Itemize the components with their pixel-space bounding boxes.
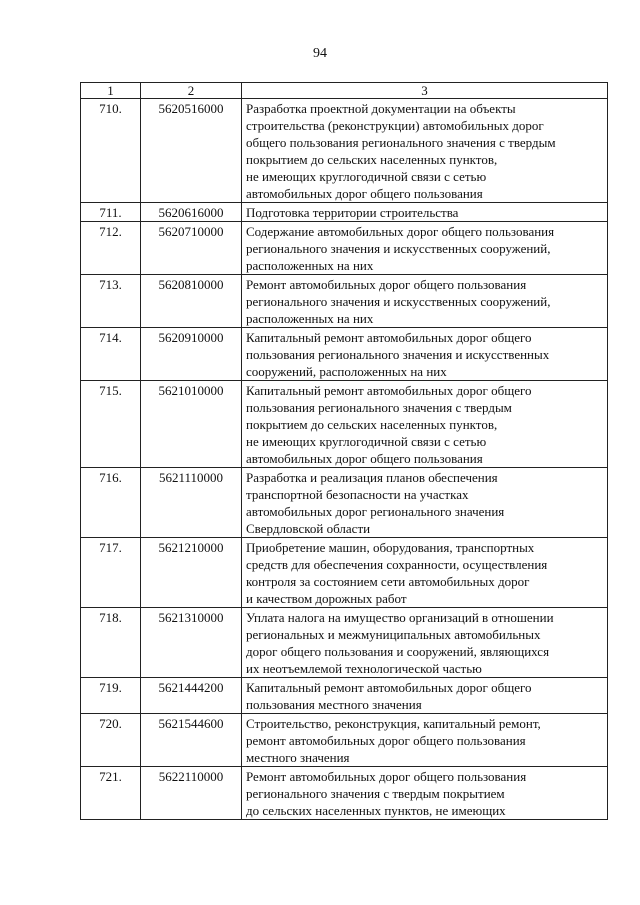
row-code: 5621310000 bbox=[141, 608, 242, 678]
row-number: 717. bbox=[81, 538, 141, 608]
header-col-1: 1 bbox=[81, 83, 141, 99]
row-description: Приобретение машин, оборудования, транспортных средств для обеспечения сохранности, осуществления контроля за состоянием сети автомобильных дорог и качеством дорожных работ bbox=[242, 538, 608, 608]
row-code: 5620710000 bbox=[141, 222, 242, 275]
table-row bbox=[81, 222, 608, 275]
row-description: Капитальный ремонт автомобильных дорог общего пользования регионального значения с твердым покрытием до сельских населенных пунктов, не имеющих круглогодичной связи с сетью автомобильных дорог общего пользования bbox=[242, 381, 608, 468]
row-description: Капитальный ремонт автомобильных дорог общего пользования регионального значения и искусственных сооружений, расположенных на них bbox=[242, 328, 608, 381]
table-row bbox=[81, 381, 608, 468]
row-number: 716. bbox=[81, 468, 141, 538]
row-description: Содержание автомобильных дорог общего пользования регионального значения и искусственных сооружений, расположенных на них bbox=[242, 222, 608, 275]
row-code: 5621444200 bbox=[141, 678, 242, 714]
row-number: 720. bbox=[81, 714, 141, 767]
row-description: Разработка и реализация планов обеспечения транспортной безопасности на участках автомобильных дорог регионального значения Свердловской области bbox=[242, 468, 608, 538]
row-description: Капитальный ремонт автомобильных дорог общего пользования местного значения bbox=[242, 678, 608, 714]
row-code: 5621544600 bbox=[141, 714, 242, 767]
row-code: 5620810000 bbox=[141, 275, 242, 328]
row-number: 715. bbox=[81, 381, 141, 468]
row-description: Уплата налога на имущество организаций в отношении региональных и межмуниципальных автомобильных дорог общего пользования и сооружений, являющихся их неотъемлемой технологической частью bbox=[242, 608, 608, 678]
page-number: 94 bbox=[313, 46, 327, 61]
row-code: 5620616000 bbox=[141, 203, 242, 222]
row-number: 710. bbox=[81, 99, 141, 203]
row-number: 719. bbox=[81, 678, 141, 714]
budget-classification-table bbox=[80, 82, 608, 820]
row-number: 721. bbox=[81, 767, 141, 820]
row-description: Разработка проектной документации на объекты строительства (реконструкции) автомобильных дорог общего пользования регионального значения с твердым покрытием до сельских населенных пунктов, не имеющих круглогодичной связи с сетью автомобильных дорог общего пользования bbox=[242, 99, 608, 203]
row-description: Подготовка территории строительства bbox=[242, 203, 608, 222]
row-description: Ремонт автомобильных дорог общего пользования регионального значения и искусственных сооружений, расположенных на них bbox=[242, 275, 608, 328]
row-number: 718. bbox=[81, 608, 141, 678]
table-row bbox=[81, 468, 608, 538]
table-row bbox=[81, 203, 608, 222]
table-header-row bbox=[81, 83, 608, 99]
table-row bbox=[81, 608, 608, 678]
row-number: 711. bbox=[81, 203, 141, 222]
table-row bbox=[81, 538, 608, 608]
table-row bbox=[81, 99, 608, 203]
row-number: 712. bbox=[81, 222, 141, 275]
table-row bbox=[81, 678, 608, 714]
header-col-2: 2 bbox=[141, 83, 242, 99]
row-code: 5621010000 bbox=[141, 381, 242, 468]
row-code: 5621210000 bbox=[141, 538, 242, 608]
row-code: 5620516000 bbox=[141, 99, 242, 203]
header-col-3: 3 bbox=[242, 83, 608, 99]
row-number: 713. bbox=[81, 275, 141, 328]
table-row bbox=[81, 275, 608, 328]
row-code: 5620910000 bbox=[141, 328, 242, 381]
row-description: Строительство, реконструкция, капитальный ремонт, ремонт автомобильных дорог общего пользования местного значения bbox=[242, 714, 608, 767]
row-code: 5621110000 bbox=[141, 468, 242, 538]
table-row bbox=[81, 714, 608, 767]
table-row bbox=[81, 328, 608, 381]
row-number: 714. bbox=[81, 328, 141, 381]
row-description: Ремонт автомобильных дорог общего пользования регионального значения с твердым покрытием до сельских населенных пунктов, не имеющих bbox=[242, 767, 608, 820]
row-code: 5622110000 bbox=[141, 767, 242, 820]
table-row bbox=[81, 767, 608, 820]
